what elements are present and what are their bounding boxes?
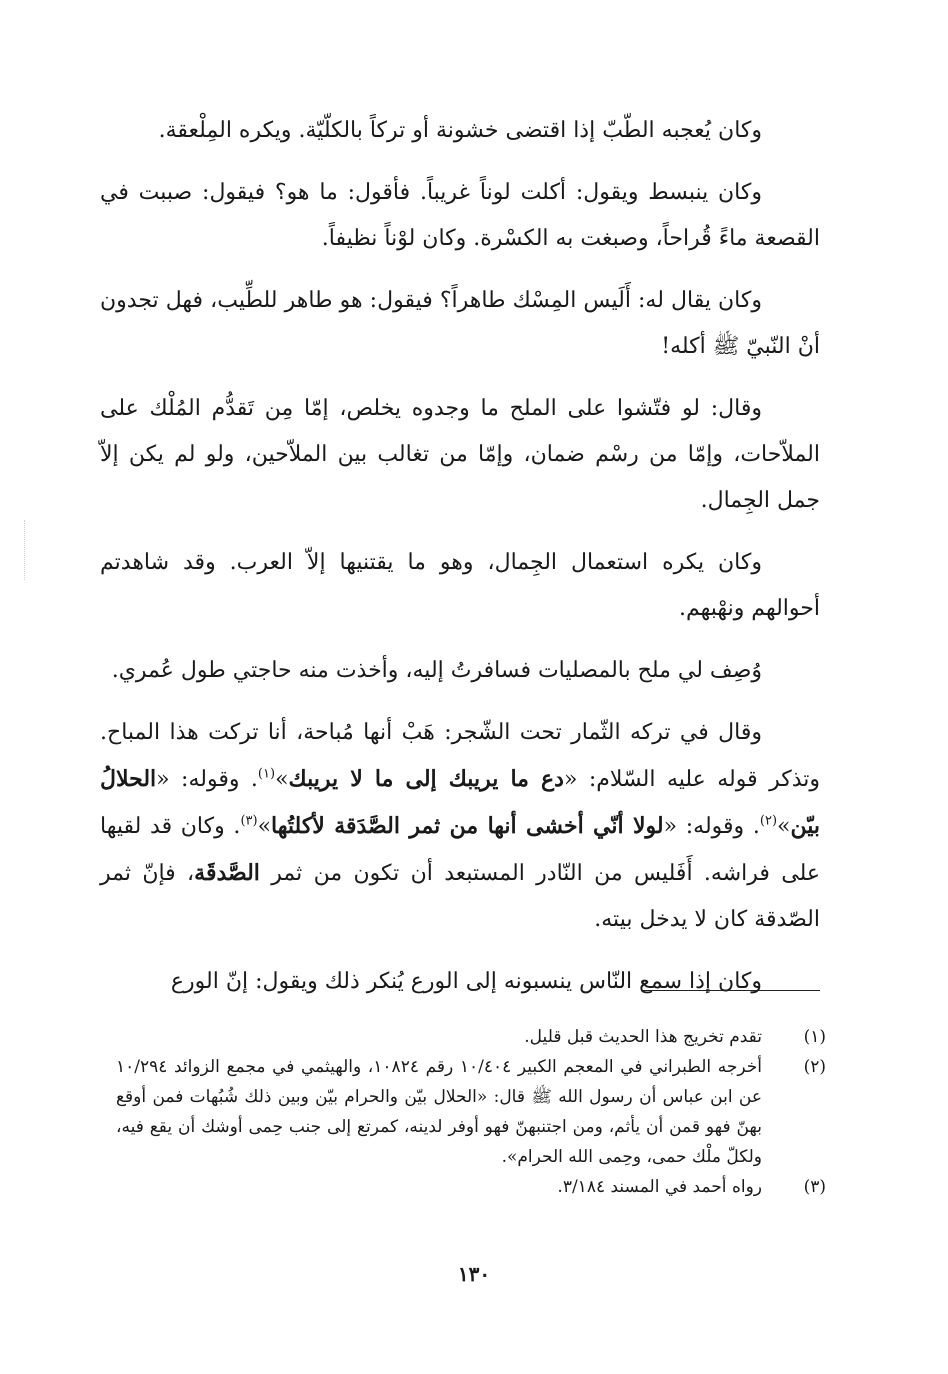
paragraph-camels: وكان يكره استعمال الجِمال، وهو ما يقتنيها إلاّ العرب. وقد شاهدتم أحوالهم ونهْبهم. bbox=[100, 550, 820, 621]
paragraph-fruits bbox=[100, 710, 820, 943]
paragraph-salt: وقال: لو فتّشوا على الملح ما وجدوه يخلص، إمّا مِن تَقدُّم المُلْك على الملاّحات، وإمّا من رسْم ضمان، وإمّا من تغالب بين الملاّحين، ولو لم يكن إلاّ جمل الجِمال. bbox=[100, 396, 820, 513]
fruits-text-5: ، فإنّ ثمر الصّدقة كان لا يدخل بيته. bbox=[100, 861, 820, 932]
fruits-text-1: وقال في تركه الثّمار تحت الشّجر: هَبْ أنها مُباحة، أنا تركت هذا المباح. وتذكر قوله عليه السّلام: « bbox=[100, 720, 820, 792]
paragraph-salt-journey: وُصِف لي ملح بالمصليات فسافرتُ إليه، وأخذت منه حاجتي طول عُمري. bbox=[111, 658, 762, 683]
fruits-text-2: . وقوله: « bbox=[156, 767, 258, 792]
footnote-3 bbox=[116, 1172, 826, 1202]
fruits-text-4: . وكان قد لقيها على فراشه. أَفَليس من النّادر المستبعد أن تكون من ثمر bbox=[100, 814, 820, 886]
page-number: ١٣٠ bbox=[457, 1262, 491, 1286]
footnotes bbox=[116, 1022, 826, 1202]
footnote-ref-2[interactable]: (٢) bbox=[759, 813, 778, 829]
footnote-text: تقدم تخريج هذا الحديث قبل قليل. bbox=[524, 1027, 762, 1047]
hadith-sadaqa: لولا أنّي أخشى أنها من ثمر الصَّدَقة لأكلتُها bbox=[271, 813, 664, 839]
footnote-ref-1[interactable]: (١) bbox=[257, 766, 276, 782]
scan-margin-mark bbox=[24, 520, 29, 580]
quote-close-1: » bbox=[275, 767, 289, 792]
footnote-text: رواه أحمد في المسند ٣/١٨٤. bbox=[557, 1177, 762, 1197]
quote-close-3: » bbox=[257, 814, 272, 839]
footnote-2 bbox=[116, 1052, 826, 1172]
footnote-1 bbox=[116, 1022, 826, 1052]
footnote-ref-3[interactable]: (٣) bbox=[240, 813, 258, 829]
footnote-number: (١) bbox=[803, 1027, 826, 1047]
footnote-text: أخرجه الطبراني في المعجم الكبير ١٠/٤٠٤ رقم ١٠٨٢٤، والهيثمي في مجمع الزوائد ١٠/٢٩٤ عن ابن عباس أن رسول الله ﷺ قال: «الحلال بيّن والحرام بيّن وبين ذلك شُبُهات فمن أوقع بهنّ فهو قمن أن يأثم، ومن اجتنبهنّ فهو أوفر لدينه، كمرتع إلى جنب حِمى أوشك أن يقع فيه، ولكلّ ملْك حمى، وحِمى الله الحرام». bbox=[116, 1057, 762, 1167]
sadaqa-word: الصَّدقَة bbox=[194, 860, 260, 886]
main-text bbox=[100, 108, 820, 1005]
hadith-doubt: دع ما يريبك إلى ما لا يريبك bbox=[288, 766, 564, 792]
footnote-divider bbox=[642, 990, 820, 991]
paragraph-strange-dish: وكان ينبسط ويقول: أكلت لوناً غريباً. فأقول: ما هو؟ فيقول: صببت في القصعة ماءً قُراحاً، وصبغت به الكسْرة. وكان لوْناً نظيفاً. bbox=[100, 180, 820, 251]
hadith-halal: الحلالُ بيّن bbox=[100, 766, 821, 839]
paragraph-spoon: وكان يُعجبه الطّبّ إذا اقتضى خشونة أو تركاً بالكلّيّة. ويكره المِلْعقة. bbox=[158, 118, 762, 143]
footnote-number: (٣) bbox=[803, 1177, 826, 1197]
quote-close-2: » bbox=[777, 814, 791, 839]
paragraph-musk: وكان يقال له: أَلَيس المِسْك طاهراً؟ فيقول: هو طاهر للطِّيب، فهل تجدون أنْ النّبيّ ﷺ أكله! bbox=[100, 288, 820, 359]
fruits-text-3: . وقوله: « bbox=[663, 814, 760, 839]
footnote-number: (٢) bbox=[803, 1057, 826, 1077]
paragraph-piety: وكان إذا سمع النّاس ينسبونه إلى الورع يُنكر ذلك ويقول: إنّ الورع bbox=[170, 969, 762, 994]
